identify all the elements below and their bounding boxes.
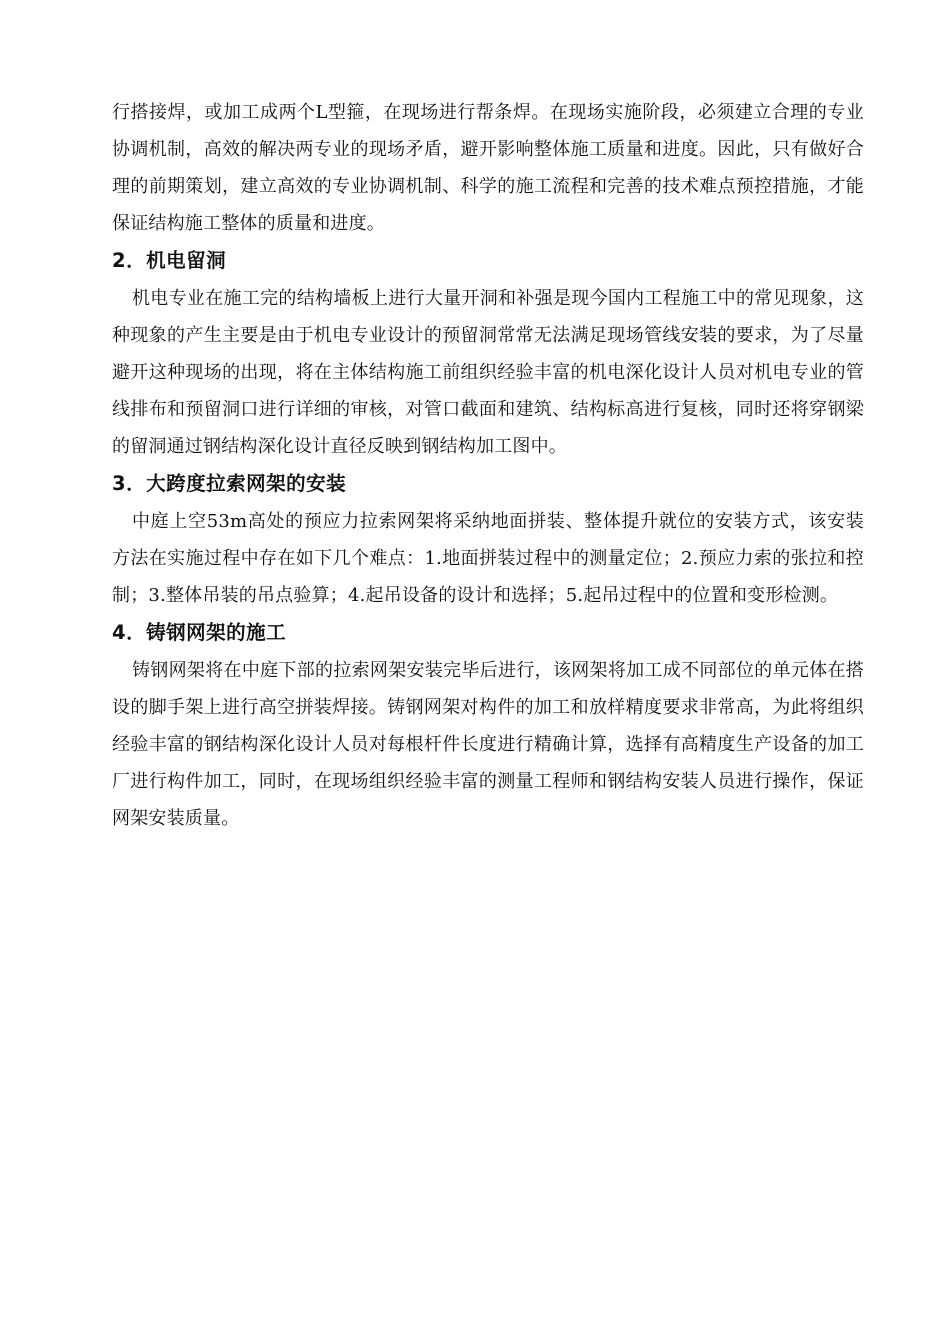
section-heading-electromechanical-openings: 2．机电留洞: [112, 249, 227, 272]
section-heading-cast-steel-grid: 4．铸钢网架的施工: [112, 621, 287, 644]
section-heading-cable-grid-installation: 3．大跨度拉索网架的安装: [112, 472, 347, 495]
intro-paragraph: 行搭接焊，或加工成两个L型箍，在现场进行帮条焊。在现场实施阶段，必须建立合理的专业协调机制，高效的解决两专业的现场矛盾，避开影响整体施工质量和进度。因此，只有做好合理的前期策划，建立高效的专业协调机制、科学的施工流程和完善的技术难点预控措施，才能保证结构施工整体的质量和进度。: [112, 102, 864, 234]
section-paragraph-cast-steel-grid: 铸钢网架将在中庭下部的拉索网架安装完毕后进行，该网架将加工成不同部位的单元体在搭设的脚手架上进行高空拼装焊接。铸钢网架对构件的加工和放样精度要求非常高，为此将组织经验丰富的钢结构深化设计人员对每根杆件长度进行精确计算，选择有高精度生产设备的加工厂进行构件加工，同时，在现场组织经验丰富的测量工程师和钢结构安装人员进行操作，保证网架安装质量。: [112, 660, 864, 829]
document-page: [112, 94, 864, 837]
section-paragraph-electromechanical-openings: 机电专业在施工完的结构墙板上进行大量开洞和补强是现今国内工程施工中的常见现象，这种现象的产生主要是由于机电专业设计的预留洞常常无法满足现场管线安装的要求，为了尽量避开这种现场的出现，将在主体结构施工前组织经验丰富的机电深化设计人员对机电专业的管线排布和预留洞口进行详细的审核，对管口截面和建筑、结构标高进行复核，同时还将穿钢梁的留洞通过钢结构深化设计直径反映到钢结构加工图中。: [112, 288, 864, 457]
section-paragraph-cable-grid-installation: 中庭上空53m高处的预应力拉索网架将采纳地面拼装、整体提升就位的安装方式，该安装方法在实施过程中存在如下几个难点：1.地面拼装过程中的测量定位；2.预应力索的张拉和控制；3.整体吊装的吊点验算；4.起吊设备的设计和选择；5.起吊过程中的位置和变形检测。: [112, 511, 864, 606]
